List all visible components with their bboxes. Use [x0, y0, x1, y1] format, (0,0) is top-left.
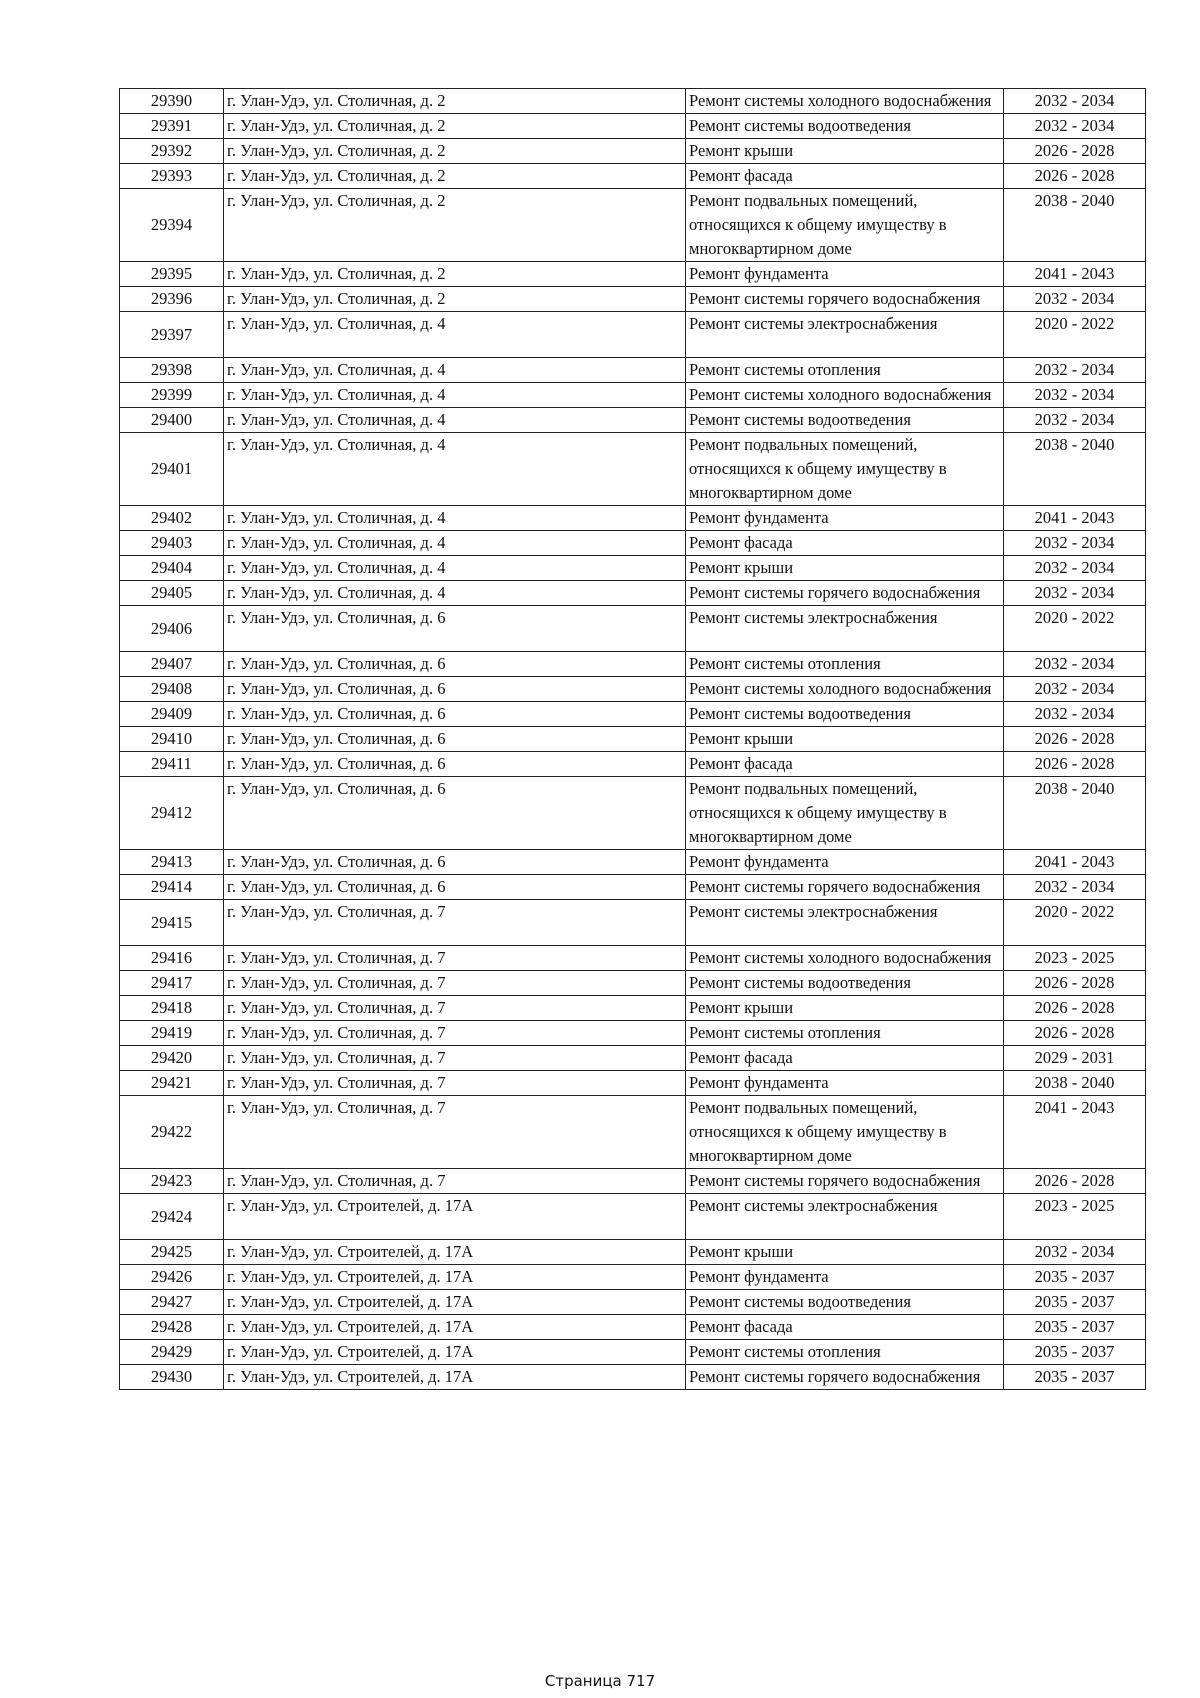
row-work-type: Ремонт фундамента [686, 1265, 1004, 1290]
table-row [120, 287, 1146, 312]
table-row [120, 1071, 1146, 1096]
row-number: 29392 [120, 139, 224, 164]
row-period: 2032 - 2034 [1004, 875, 1146, 900]
row-period: 2035 - 2037 [1004, 1265, 1146, 1290]
row-period: 2035 - 2037 [1004, 1290, 1146, 1315]
row-number: 29422 [120, 1096, 224, 1169]
row-work-type: Ремонт фасада [686, 1315, 1004, 1340]
row-address: г. Улан-Удэ, ул. Строителей, д. 17А [224, 1240, 686, 1265]
table-row [120, 1169, 1146, 1194]
row-number: 29407 [120, 652, 224, 677]
row-address: г. Улан-Удэ, ул. Столичная, д. 7 [224, 1071, 686, 1096]
row-period: 2038 - 2040 [1004, 433, 1146, 506]
row-period: 2023 - 2025 [1004, 1194, 1146, 1240]
row-work-type: Ремонт фасада [686, 752, 1004, 777]
row-number: 29419 [120, 1021, 224, 1046]
table-row [120, 1265, 1146, 1290]
table-row [120, 1340, 1146, 1365]
row-number: 29395 [120, 262, 224, 287]
row-work-type: Ремонт системы горячего водоснабжения [686, 1169, 1004, 1194]
row-address: г. Улан-Удэ, ул. Столичная, д. 6 [224, 677, 686, 702]
row-period: 2032 - 2034 [1004, 114, 1146, 139]
table-row [120, 996, 1146, 1021]
repair-schedule-table [119, 88, 1146, 1390]
row-work-type: Ремонт фасада [686, 1046, 1004, 1071]
row-period: 2026 - 2028 [1004, 1021, 1146, 1046]
row-address: г. Улан-Удэ, ул. Столичная, д. 2 [224, 164, 686, 189]
table-row [120, 358, 1146, 383]
row-work-type: Ремонт подвальных помещений, относящихся к общему имуществу в многоквартирном доме [686, 189, 1004, 262]
row-period: 2041 - 2043 [1004, 850, 1146, 875]
row-work-type: Ремонт подвальных помещений, относящихся к общему имуществу в многоквартирном доме [686, 777, 1004, 850]
row-period: 2026 - 2028 [1004, 1169, 1146, 1194]
row-work-type: Ремонт системы водоотведения [686, 408, 1004, 433]
table-row [120, 164, 1146, 189]
row-address: г. Улан-Удэ, ул. Столичная, д. 6 [224, 777, 686, 850]
row-period: 2038 - 2040 [1004, 189, 1146, 262]
row-address: г. Улан-Удэ, ул. Столичная, д. 7 [224, 946, 686, 971]
row-number: 29408 [120, 677, 224, 702]
table-row [120, 752, 1146, 777]
row-number: 29421 [120, 1071, 224, 1096]
table-row [120, 900, 1146, 946]
row-number: 29390 [120, 89, 224, 114]
table-row [120, 1021, 1146, 1046]
row-address: г. Улан-Удэ, ул. Столичная, д. 4 [224, 556, 686, 581]
row-address: г. Улан-Удэ, ул. Столичная, д. 4 [224, 433, 686, 506]
row-period: 2032 - 2034 [1004, 581, 1146, 606]
row-work-type: Ремонт крыши [686, 996, 1004, 1021]
row-address: г. Улан-Удэ, ул. Столичная, д. 7 [224, 1169, 686, 1194]
table-row [120, 652, 1146, 677]
row-period: 2038 - 2040 [1004, 777, 1146, 850]
row-work-type: Ремонт крыши [686, 1240, 1004, 1265]
row-number: 29424 [120, 1194, 224, 1240]
row-number: 29409 [120, 702, 224, 727]
row-number: 29416 [120, 946, 224, 971]
row-number: 29391 [120, 114, 224, 139]
row-work-type: Ремонт системы отопления [686, 1021, 1004, 1046]
row-work-type: Ремонт системы горячего водоснабжения [686, 875, 1004, 900]
row-period: 2038 - 2040 [1004, 1071, 1146, 1096]
row-period: 2032 - 2034 [1004, 677, 1146, 702]
row-number: 29420 [120, 1046, 224, 1071]
row-number: 29402 [120, 506, 224, 531]
row-number: 29394 [120, 189, 224, 262]
row-work-type: Ремонт фундамента [686, 262, 1004, 287]
table-row [120, 1240, 1146, 1265]
row-period: 2035 - 2037 [1004, 1340, 1146, 1365]
row-work-type: Ремонт системы горячего водоснабжения [686, 581, 1004, 606]
table-row [120, 677, 1146, 702]
table-row [120, 408, 1146, 433]
row-period: 2026 - 2028 [1004, 164, 1146, 189]
row-address: г. Улан-Удэ, ул. Столичная, д. 4 [224, 581, 686, 606]
table-row [120, 189, 1146, 262]
row-number: 29423 [120, 1169, 224, 1194]
row-work-type: Ремонт подвальных помещений, относящихся к общему имуществу в многоквартирном доме [686, 433, 1004, 506]
row-period: 2032 - 2034 [1004, 408, 1146, 433]
row-number: 29429 [120, 1340, 224, 1365]
row-work-type: Ремонт системы горячего водоснабжения [686, 1365, 1004, 1390]
row-period: 2026 - 2028 [1004, 971, 1146, 996]
table-row [120, 1096, 1146, 1169]
row-period: 2029 - 2031 [1004, 1046, 1146, 1071]
row-address: г. Улан-Удэ, ул. Столичная, д. 2 [224, 262, 686, 287]
row-work-type: Ремонт системы электроснабжения [686, 312, 1004, 358]
table-row [120, 1046, 1146, 1071]
row-number: 29430 [120, 1365, 224, 1390]
row-work-type: Ремонт системы электроснабжения [686, 900, 1004, 946]
row-address: г. Улан-Удэ, ул. Столичная, д. 6 [224, 875, 686, 900]
row-number: 29393 [120, 164, 224, 189]
table-row [120, 1365, 1146, 1390]
row-address: г. Улан-Удэ, ул. Столичная, д. 7 [224, 1021, 686, 1046]
table-row [120, 1290, 1146, 1315]
table-row [120, 777, 1146, 850]
row-address: г. Улан-Удэ, ул. Столичная, д. 6 [224, 702, 686, 727]
row-period: 2041 - 2043 [1004, 262, 1146, 287]
row-period: 2032 - 2034 [1004, 1240, 1146, 1265]
table-row [120, 581, 1146, 606]
table-row [120, 1194, 1146, 1240]
row-period: 2032 - 2034 [1004, 383, 1146, 408]
row-work-type: Ремонт системы отопления [686, 1340, 1004, 1365]
row-address: г. Улан-Удэ, ул. Строителей, д. 17А [224, 1265, 686, 1290]
row-address: г. Улан-Удэ, ул. Столичная, д. 7 [224, 996, 686, 1021]
row-number: 29428 [120, 1315, 224, 1340]
row-number: 29427 [120, 1290, 224, 1315]
row-work-type: Ремонт системы водоотведения [686, 971, 1004, 996]
row-work-type: Ремонт фундамента [686, 850, 1004, 875]
table-row [120, 531, 1146, 556]
row-period: 2020 - 2022 [1004, 312, 1146, 358]
table-row [120, 850, 1146, 875]
row-number: 29401 [120, 433, 224, 506]
row-address: г. Улан-Удэ, ул. Столичная, д. 4 [224, 506, 686, 531]
row-period: 2026 - 2028 [1004, 996, 1146, 1021]
row-number: 29413 [120, 850, 224, 875]
table-row [120, 702, 1146, 727]
row-work-type: Ремонт системы электроснабжения [686, 606, 1004, 652]
table-row [120, 383, 1146, 408]
row-work-type: Ремонт системы отопления [686, 652, 1004, 677]
row-work-type: Ремонт системы холодного водоснабжения [686, 677, 1004, 702]
row-number: 29411 [120, 752, 224, 777]
row-address: г. Улан-Удэ, ул. Столичная, д. 2 [224, 114, 686, 139]
row-address: г. Улан-Удэ, ул. Столичная, д. 6 [224, 606, 686, 652]
row-number: 29414 [120, 875, 224, 900]
table-row [120, 727, 1146, 752]
row-work-type: Ремонт крыши [686, 556, 1004, 581]
row-address: г. Улан-Удэ, ул. Столичная, д. 7 [224, 900, 686, 946]
row-number: 29404 [120, 556, 224, 581]
row-period: 2020 - 2022 [1004, 606, 1146, 652]
row-work-type: Ремонт фасада [686, 531, 1004, 556]
row-address: г. Улан-Удэ, ул. Столичная, д. 4 [224, 408, 686, 433]
row-number: 29405 [120, 581, 224, 606]
row-number: 29406 [120, 606, 224, 652]
row-address: г. Улан-Удэ, ул. Строителей, д. 17А [224, 1340, 686, 1365]
table-row [120, 262, 1146, 287]
row-work-type: Ремонт фасада [686, 164, 1004, 189]
row-work-type: Ремонт подвальных помещений, относящихся к общему имуществу в многоквартирном доме [686, 1096, 1004, 1169]
table-row [120, 89, 1146, 114]
row-work-type: Ремонт фундамента [686, 506, 1004, 531]
row-address: г. Улан-Удэ, ул. Столичная, д. 7 [224, 1096, 686, 1169]
row-work-type: Ремонт системы отопления [686, 358, 1004, 383]
row-period: 2032 - 2034 [1004, 652, 1146, 677]
row-work-type: Ремонт системы горячего водоснабжения [686, 287, 1004, 312]
row-number: 29397 [120, 312, 224, 358]
row-address: г. Улан-Удэ, ул. Строителей, д. 17А [224, 1290, 686, 1315]
row-address: г. Улан-Удэ, ул. Столичная, д. 6 [224, 752, 686, 777]
row-number: 29425 [120, 1240, 224, 1265]
row-address: г. Улан-Удэ, ул. Столичная, д. 2 [224, 139, 686, 164]
table-row [120, 1315, 1146, 1340]
row-number: 29418 [120, 996, 224, 1021]
row-work-type: Ремонт системы водоотведения [686, 114, 1004, 139]
row-period: 2041 - 2043 [1004, 506, 1146, 531]
row-period: 2035 - 2037 [1004, 1365, 1146, 1390]
row-number: 29415 [120, 900, 224, 946]
row-work-type: Ремонт системы водоотведения [686, 1290, 1004, 1315]
table-row [120, 139, 1146, 164]
row-period: 2032 - 2034 [1004, 556, 1146, 581]
row-address: г. Улан-Удэ, ул. Столичная, д. 6 [224, 652, 686, 677]
row-address: г. Улан-Удэ, ул. Столичная, д. 7 [224, 1046, 686, 1071]
row-address: г. Улан-Удэ, ул. Столичная, д. 2 [224, 189, 686, 262]
table-row [120, 946, 1146, 971]
row-address: г. Улан-Удэ, ул. Строителей, д. 17А [224, 1315, 686, 1340]
row-address: г. Улан-Удэ, ул. Столичная, д. 4 [224, 358, 686, 383]
row-period: 2032 - 2034 [1004, 358, 1146, 383]
row-period: 2032 - 2034 [1004, 287, 1146, 312]
row-work-type: Ремонт фундамента [686, 1071, 1004, 1096]
row-address: г. Улан-Удэ, ул. Строителей, д. 17А [224, 1365, 686, 1390]
row-number: 29398 [120, 358, 224, 383]
row-number: 29403 [120, 531, 224, 556]
table-row [120, 433, 1146, 506]
row-address: г. Улан-Удэ, ул. Столичная, д. 4 [224, 312, 686, 358]
row-period: 2032 - 2034 [1004, 531, 1146, 556]
table-row [120, 606, 1146, 652]
row-period: 2035 - 2037 [1004, 1315, 1146, 1340]
row-work-type: Ремонт системы холодного водоснабжения [686, 383, 1004, 408]
row-address: г. Улан-Удэ, ул. Столичная, д. 2 [224, 287, 686, 312]
table-body [120, 89, 1146, 1390]
row-work-type: Ремонт системы водоотведения [686, 702, 1004, 727]
table-row [120, 556, 1146, 581]
row-address: г. Улан-Удэ, ул. Столичная, д. 7 [224, 971, 686, 996]
row-period: 2041 - 2043 [1004, 1096, 1146, 1169]
row-number: 29400 [120, 408, 224, 433]
row-period: 2026 - 2028 [1004, 139, 1146, 164]
page-number: Страница 717 [544, 1672, 656, 1690]
row-address: г. Улан-Удэ, ул. Столичная, д. 4 [224, 531, 686, 556]
row-number: 29412 [120, 777, 224, 850]
row-number: 29396 [120, 287, 224, 312]
row-period: 2026 - 2028 [1004, 727, 1146, 752]
row-number: 29417 [120, 971, 224, 996]
row-number: 29410 [120, 727, 224, 752]
table-row [120, 971, 1146, 996]
row-number: 29426 [120, 1265, 224, 1290]
row-period: 2020 - 2022 [1004, 900, 1146, 946]
row-period: 2023 - 2025 [1004, 946, 1146, 971]
row-period: 2026 - 2028 [1004, 752, 1146, 777]
row-work-type: Ремонт системы холодного водоснабжения [686, 89, 1004, 114]
row-work-type: Ремонт крыши [686, 139, 1004, 164]
row-period: 2032 - 2034 [1004, 702, 1146, 727]
row-address: г. Улан-Удэ, ул. Столичная, д. 6 [224, 727, 686, 752]
row-work-type: Ремонт системы холодного водоснабжения [686, 946, 1004, 971]
table-row [120, 506, 1146, 531]
table-row [120, 312, 1146, 358]
row-number: 29399 [120, 383, 224, 408]
table-row [120, 114, 1146, 139]
row-address: г. Улан-Удэ, ул. Столичная, д. 2 [224, 89, 686, 114]
row-address: г. Улан-Удэ, ул. Столичная, д. 4 [224, 383, 686, 408]
row-period: 2032 - 2034 [1004, 89, 1146, 114]
row-work-type: Ремонт крыши [686, 727, 1004, 752]
row-address: г. Улан-Удэ, ул. Столичная, д. 6 [224, 850, 686, 875]
table-row [120, 875, 1146, 900]
row-work-type: Ремонт системы электроснабжения [686, 1194, 1004, 1240]
row-address: г. Улан-Удэ, ул. Строителей, д. 17А [224, 1194, 686, 1240]
